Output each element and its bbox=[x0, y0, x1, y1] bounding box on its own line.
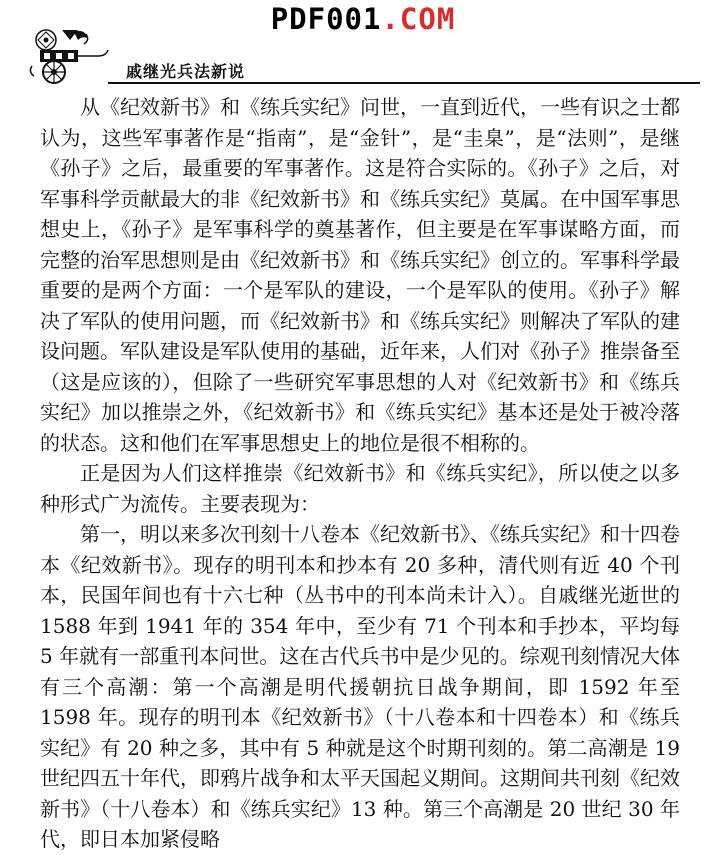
paragraph: 正是因为人们这样推崇《纪效新书》和《练兵实纪》，所以使之以多种形式广为流传。主要表现为： bbox=[40, 461, 680, 516]
paragraph: 第一，明以来多次刊刻十八卷本《纪效新书》、《练兵实纪》和十四卷本《纪效新书》。现存的明刊本和抄本有 20 多种，清代则有近 40 个刊本，民国年间也有十六七种（丛书中的刊本尚未计入）。自戚继光逝世的 1588 年到 1941 年的 354 年中，至少有 71 个刊本和手抄本，平均每 5 年就有一部重刊本问世。这在古代兵书中是少见的。综观刊刻情况大体有三个高潮：第一个高潮是明代援朝抗日战争期间，即 1592 年至 1598 年。现存的明刊本《纪效新书》（十八卷本和十四卷本）和《练兵实纪》有 20 种之多，其中有 5 种就是这个时期刊刻的。第二高潮是 19 世纪四五十年代，即鸦片战争和太平天国起义期间。这期间共刊刻《纪效新书》（十八卷本）和《练兵实纪》13 种。第三个高潮是 20 世纪 30 年代，即日本加紧侵略 bbox=[40, 522, 680, 851]
header-divider bbox=[108, 82, 700, 84]
page-body bbox=[40, 92, 680, 855]
chariot-emblem-icon bbox=[26, 26, 112, 88]
running-header-title: 戚继光兵法新说 bbox=[126, 62, 246, 81]
watermark-main: PDF001 bbox=[270, 2, 382, 36]
watermark-accent: .COM bbox=[381, 2, 456, 36]
paragraph: 从《纪效新书》和《练兵实纪》问世，一直到近代，一些有识之士都认为，这些军事著作是“指南”，是“金针”，是“圭臬”，是“法则”，是继《孙子》之后，最重要的军事著作。这是符合实际的。《孙子》之后，对军事科学贡献最大的非《纪效新书》和《练兵实纪》莫属。在中国军事思想史上，《孙子》是军事科学的奠基著作，但主要是在军事谋略方面，而完整的治军思想则是由《纪效新书》和《练兵实纪》创立的。军事科学最重要的是两个方面：一个是军队的建设，一个是军队的使用。《孙子》解决了军队的使用问题，而《纪效新书》和《练兵实纪》则解决了军队的建设问题。军队建设是军队使用的基础，近年来，人们对《孙子》推崇备至（这是应该的），但除了一些研究军事思想的人对《纪效新书》和《练兵实纪》加以推崇之外，《纪效新书》和《练兵实纪》基本还是处于被冷落的状态。这和他们在军事思想史上的地位是很不相称的。 bbox=[40, 95, 680, 455]
